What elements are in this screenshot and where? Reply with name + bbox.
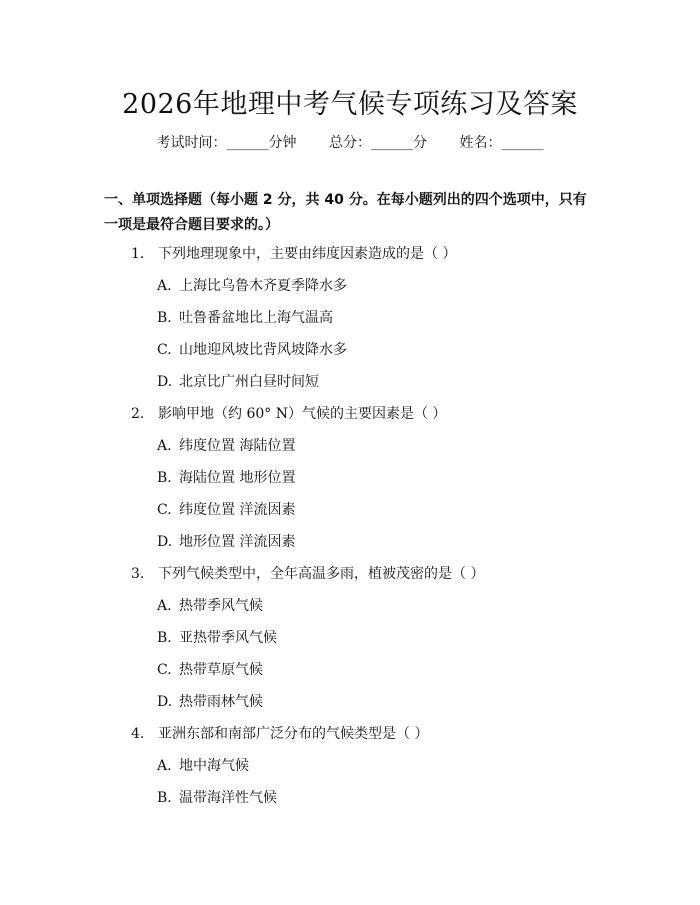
student-name-field: 姓名：______: [459, 135, 544, 151]
option-text: 海陆位置 地形位置: [179, 470, 296, 486]
option-letter: A.: [157, 438, 172, 454]
question-1: [131, 243, 456, 263]
option-item: [157, 595, 263, 615]
option-text: 吐鲁番盆地比上海气温高: [179, 310, 333, 326]
question-number: 3.: [131, 566, 145, 582]
option-text: 地形位置 洋流因素: [179, 534, 296, 550]
option-item: [157, 307, 333, 327]
option-letter: A.: [157, 278, 172, 294]
option-text: 热带雨林气候: [179, 694, 263, 710]
option-item: [157, 499, 295, 519]
option-text: 热带季风气候: [179, 598, 263, 614]
question-number: 4.: [131, 726, 145, 742]
option-letter: D.: [157, 534, 173, 550]
option-text: 北京比广州白昼时间短: [179, 374, 319, 390]
option-letter: C.: [157, 502, 172, 518]
option-text: 上海比乌鲁木齐夏季降水多: [179, 278, 347, 294]
question-3: [131, 563, 484, 583]
page-title: 2026年地理中考气候专项练习及答案: [122, 89, 578, 120]
option-item: [157, 339, 347, 359]
exam-time-field: 考试时间：______分钟: [156, 135, 297, 151]
option-letter: A.: [157, 598, 172, 614]
option-letter: D.: [157, 694, 173, 710]
question-number: 2.: [131, 406, 145, 422]
option-letter: B.: [157, 790, 172, 806]
option-item: [157, 467, 295, 487]
option-item: [157, 627, 277, 647]
option-letter: B.: [157, 310, 172, 326]
total-score-field: 总分：______分: [329, 135, 427, 151]
question-stem: 下列地理现象中，主要由纬度因素造成的是（ ）: [158, 246, 457, 262]
option-item: [157, 659, 263, 679]
option-letter: B.: [157, 470, 172, 486]
option-item: [157, 755, 249, 775]
question-stem: 影响甲地（约 60° N）气候的主要因素是（ ）: [158, 406, 447, 422]
question-stem: 亚洲东部和南部广泛分布的气候类型是（ ）: [158, 726, 429, 742]
option-text: 地中海气候: [179, 758, 249, 774]
question-4: [131, 723, 428, 743]
option-item: [157, 691, 263, 711]
question-stem: 下列气候类型中，全年高温多雨，植被茂密的是（ ）: [158, 566, 485, 582]
option-letter: B.: [157, 630, 172, 646]
option-item: [157, 275, 347, 295]
section-heading: 一、单项选择题（每小题 2 分，共 40 分。在每小题列出的四个选项中，只有一项是最符合题目要求的。）: [104, 192, 587, 233]
question-2: [131, 403, 446, 423]
option-text: 纬度位置 洋流因素: [179, 502, 296, 518]
option-item: [157, 435, 295, 455]
option-item: [157, 371, 319, 391]
option-item: [157, 787, 277, 807]
option-text: 纬度位置 海陆位置: [179, 438, 296, 454]
option-letter: C.: [157, 342, 172, 358]
exam-info-line: [0, 132, 700, 152]
option-text: 热带草原气候: [179, 662, 263, 678]
question-number: 1.: [131, 246, 145, 262]
option-letter: A.: [157, 758, 172, 774]
option-item: [157, 531, 295, 551]
option-text: 山地迎风坡比背风坡降水多: [179, 342, 347, 358]
option-text: 亚热带季风气候: [179, 630, 277, 646]
option-letter: C.: [157, 662, 172, 678]
option-text: 温带海洋性气候: [179, 790, 277, 806]
option-letter: D.: [157, 374, 173, 390]
